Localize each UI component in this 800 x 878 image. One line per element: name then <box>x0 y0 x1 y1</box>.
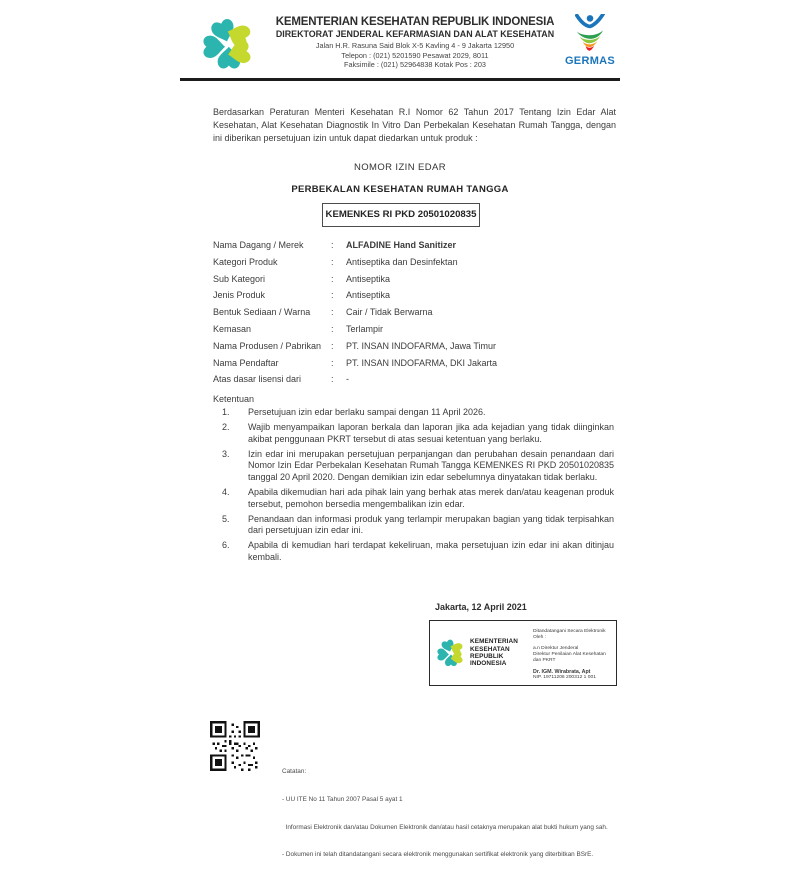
field-colon: : <box>331 256 334 267</box>
term-item-2 <box>222 422 614 445</box>
address-line: Jalan H.R. Rasuna Said Blok X-5 Kavling 4 - 9 Jakarta 12950 <box>315 41 515 50</box>
field-colon: : <box>331 240 334 250</box>
term-item-3 <box>222 449 614 484</box>
field-label: Nama Pendaftar <box>213 357 279 368</box>
term-number: 6. <box>222 540 230 551</box>
field-label: Kemasan <box>213 323 252 334</box>
heading-perbekalan: PERBEKALAN KESEHATAN RUMAH TANGGA <box>291 184 509 195</box>
term-text: Persetujuan izin edar berlaku sampai dengan 11 April 2026. <box>248 407 486 417</box>
term-text: Wajib menyampaikan laporan berkala dan laporan jika ada kejadian yang tidak diinginkan akibat penggunaan PKRT tersebut di atas sesuai ketentuan yang berlaku. <box>248 422 614 444</box>
field-value: Terlampir <box>346 323 384 334</box>
term-item-5 <box>222 514 614 537</box>
electronic-signature-stamp <box>429 620 617 686</box>
term-text: Apabila di kemudian hari terdapat kekeliruan, maka persetujuan izin edar ini akan ditinjau kembali. <box>248 540 614 563</box>
field-row-jenis-produk <box>213 290 616 307</box>
field-value: Cair / Tidak Berwarna <box>346 307 433 318</box>
note-line: - Dokumen ini telah ditandatangani secara elektronik menggunakan sertifikat elektronik yang diterbitkan BSrE. <box>282 851 594 859</box>
term-number: 3. <box>222 448 230 459</box>
kemenkes-logo-icon-small <box>434 638 466 668</box>
signed-by-label: Ditandatangani Secara Elektronik Oleh : <box>533 629 606 640</box>
field-row-pendaftar <box>213 358 616 375</box>
heading-nomor-izin-edar: NOMOR IZIN EDAR <box>353 162 447 173</box>
field-label: Jenis Produk <box>213 290 266 301</box>
letterhead-address <box>262 41 568 70</box>
footer-notes <box>282 749 612 878</box>
field-value: - <box>346 374 349 385</box>
terms-list <box>222 407 614 567</box>
place-and-date: Jakarta, 12 April 2021 <box>435 602 527 612</box>
notes-heading: Catatan: <box>282 768 307 776</box>
field-row-kemasan <box>213 324 616 341</box>
field-value: ALFADINE Hand Sanitizer <box>346 240 457 250</box>
field-label: Atas dasar lisensi dari <box>213 374 302 385</box>
term-number: 5. <box>222 513 230 524</box>
phone-line: Telepon : (021) 5201590 Pesawat 2029, 8011 <box>341 50 489 60</box>
term-item-1 <box>222 407 614 419</box>
field-label: Nama Dagang / Merek <box>213 240 304 250</box>
term-number: 4. <box>222 487 230 498</box>
field-row-lisensi <box>213 374 616 391</box>
stamp-signature-text <box>533 624 612 681</box>
kemenkes-logo-icon <box>196 16 258 72</box>
ministry-name: KEMENTERIAN KESEHATAN REPUBLIK INDONESIA <box>275 16 555 28</box>
field-colon: : <box>331 357 334 368</box>
term-text: Apabila dikemudian hari ada pihak lain yang berhak atas merek dan/atau keagenan produk tersebut, pemohon bersedia mengembalikan izin edar. <box>248 487 614 509</box>
field-label: Nama Produsen / Pabrikan <box>213 340 322 351</box>
letterhead <box>262 16 568 70</box>
stamp-ministry-text: KEMENTERIAN KESEHATAN REPUBLIK INDONESIA <box>470 638 518 668</box>
field-value: PT. INSAN INDOFARMA, DKI Jakarta <box>346 357 498 368</box>
field-colon: : <box>331 323 334 334</box>
field-row-kategori <box>213 257 616 274</box>
term-item-6 <box>222 540 614 563</box>
intro-paragraph: Berdasarkan Peraturan Menteri Kesehatan R.I Nomor 62 Tahun 2017 Tentang Izin Edar Alat Kesehatan, Alat Kesehatan Diagnostik In Vitro Dan Perbekalan Kesehatan Rumah Tangga, dengan ini diberikan persetujuan izin untuk dapat diedarkan untuk produk : <box>213 107 616 143</box>
field-row-nama-dagang <box>213 240 616 257</box>
germas-person-icon <box>568 14 612 52</box>
signer-nip: NIP. 19711206 200312 1 001 <box>533 675 596 680</box>
note-line: Informasi Elektronik dan/atau Dokumen Elektronik dan/atau hasil cetaknya merupakan alat bukti hukum yang sah. <box>282 823 608 831</box>
field-label: Kategori Produk <box>213 256 278 267</box>
fax-line: Faksimile : (021) 52964838 Kotak Pos : 203 <box>344 60 486 70</box>
field-colon: : <box>331 273 334 284</box>
position-line: Direktur Penilaian Alat Kesehatan dan PKRT <box>533 652 606 663</box>
terms-heading: Ketentuan <box>213 394 255 404</box>
field-row-bentuk-sediaan <box>213 307 616 324</box>
field-row-produsen <box>213 341 616 358</box>
field-label: Bentuk Sediaan / Warna <box>213 307 311 318</box>
germas-logo <box>558 14 622 67</box>
signer-name: Dr. IGM. Wirabrata, Apt <box>533 669 591 675</box>
field-row-sub-kategori <box>213 274 616 291</box>
term-number: 2. <box>222 422 230 433</box>
qr-code-icon <box>210 721 260 771</box>
field-colon: : <box>331 374 334 385</box>
term-text: Izin edar ini merupakan persetujuan perpanjangan dan perubahan desain penandaan dari Nomor Izin Edar Perbekalan Kesehatan Rumah Tangga KEMENKES RI PKD 20501020835 tanggal 20 April 2020. Dengan demikian izin edar sebelumnya dinyatakan tidak berlaku. <box>248 448 614 482</box>
field-colon: : <box>331 290 334 301</box>
directorate-name: DIREKTORAT JENDERAL KEFARMASIAN DAN ALAT KESEHATAN <box>275 29 555 39</box>
note-line: - UU ITE No 11 Tahun 2007 Pasal 5 ayat 1 <box>282 796 403 804</box>
permit-number-box: KEMENKES RI PKD 20501020835 <box>322 203 480 227</box>
field-value: Antiseptika <box>346 290 391 301</box>
term-text: Penandaan dan informasi produk yang terlampir merupakan bagian yang tidak terpisahkan dari persetujuan izin edar ini. <box>248 513 614 536</box>
header-divider <box>180 78 620 81</box>
field-label: Sub Kategori <box>213 273 266 284</box>
field-value: Antiseptika dan Desinfektan <box>346 256 458 267</box>
on-behalf-line: a.n Direktur Jenderal <box>533 646 579 651</box>
field-value: Antiseptika <box>346 273 391 284</box>
term-item-4 <box>222 487 614 510</box>
germas-label: GERMAS <box>564 55 616 67</box>
field-colon: : <box>331 307 334 318</box>
term-number: 1. <box>222 407 230 417</box>
field-colon: : <box>331 340 334 351</box>
product-fields <box>213 240 616 391</box>
field-value: PT. INSAN INDOFARMA, Jawa Timur <box>346 340 497 351</box>
